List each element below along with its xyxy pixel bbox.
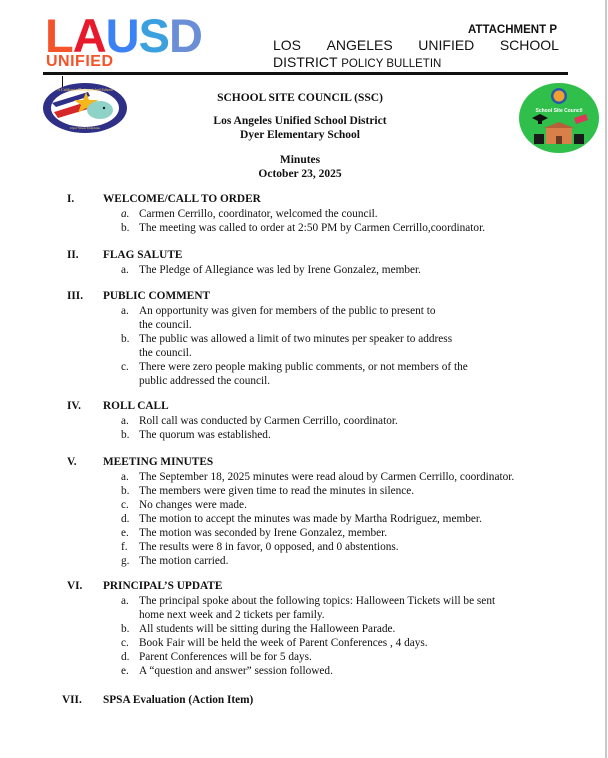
item-letter: b. (121, 623, 130, 635)
item-text: The principal spoke about the following topics: Halloween Tickets will be sent (139, 595, 496, 607)
section-title: MEETING MINUTES (103, 456, 214, 468)
item-text-continued: home next week and 2 tickets per family. (139, 609, 325, 621)
list-item (0, 526, 600, 540)
council-title: SCHOOL SITE COUNCIL (SSC) (217, 92, 383, 104)
list-item (0, 360, 600, 388)
document-type: Minutes (279, 154, 321, 166)
item-text: There were zero people making public comments, or not members of the (139, 361, 468, 373)
item-text-continued: public addressed the council. (139, 375, 271, 387)
item-text: Book Fair will be held the week of Parent Conferences , 4 days. (139, 637, 428, 649)
bulletin-heading-line2 (273, 54, 441, 70)
list-item (0, 636, 600, 650)
bulletin-word: ANGELES (326, 37, 393, 53)
item-text: The motion was seconded by Irene Gonzalez, member. (139, 527, 388, 539)
list-item (0, 414, 600, 428)
list-item (0, 263, 600, 277)
section-title: ROLL CALL (103, 400, 169, 412)
district-name: Los Angeles Unified School District (213, 115, 387, 127)
item-text: The public was allowed a limit of two minutes per speaker to address (139, 333, 453, 345)
item-text: The September 18, 2025 minutes were read aloud by Carmen Cerrillo, coordinator. (139, 471, 515, 483)
section-number: I. (67, 193, 75, 205)
section-number: V. (67, 456, 77, 468)
section-heading (0, 249, 600, 263)
item-letter: c. (121, 499, 129, 511)
item-text: The quorum was established. (139, 429, 271, 441)
section-heading (0, 456, 600, 470)
seal-top-text: A California Distinguished School (57, 87, 113, 92)
item-text: The motion to accept the minutes was made by Martha Rodriguez, member. (139, 513, 482, 525)
item-text: The motion carried. (139, 555, 229, 567)
list-item (0, 221, 600, 235)
section-heading (0, 290, 600, 304)
section-number: IV. (67, 400, 81, 412)
section-heading (0, 193, 600, 207)
bulletin-policy: POLICY BULLETIN (341, 58, 442, 70)
item-text: All students will be sitting during the Halloween Parade. (139, 623, 396, 635)
list-item (0, 332, 600, 360)
item-text: The Pledge of Allegiance was led by Irene Gonzalez, member. (139, 264, 421, 276)
item-letter: g. (121, 555, 130, 567)
logo-letter-u: U (105, 9, 139, 62)
section-heading (0, 400, 600, 414)
distinguished-school-seal (42, 82, 128, 134)
bulletin-word: LOS (273, 37, 302, 53)
section-number: VII. (62, 694, 82, 706)
item-text: Parent Conferences will be for 5 days. (139, 651, 312, 663)
item-letter: e. (121, 665, 129, 677)
item-text: The results were 8 in favor, 0 opposed, and 0 abstentions. (139, 541, 399, 553)
section-number: II. (67, 249, 79, 261)
section-principals-update (0, 580, 600, 678)
section-flag-salute (0, 249, 600, 277)
item-letter: b. (121, 333, 130, 345)
section-public-comment (0, 290, 600, 388)
section-welcome (0, 193, 600, 235)
section-title: PRINCIPAL’S UPDATE (103, 580, 223, 592)
bulletin-word: UNIFIED (418, 37, 475, 53)
attachment-label: ATTACHMENT P (467, 24, 557, 36)
list-item (0, 304, 600, 332)
lausd-logo (45, 9, 225, 72)
header-divider (43, 72, 568, 75)
section-title: PUBLIC COMMENT (103, 290, 211, 302)
item-letter: c. (121, 361, 129, 373)
section-roll-call (0, 400, 600, 442)
section-number: VI. (67, 580, 83, 592)
item-text-continued: the council. (139, 319, 192, 331)
item-letter: b. (121, 222, 130, 234)
list-item (0, 428, 600, 442)
list-item (0, 540, 600, 554)
section-title: SPSA Evaluation (Action Item) (103, 694, 254, 706)
bulletin-word: SCHOOL (499, 37, 559, 53)
bulletin-district: DISTRICT (273, 54, 338, 70)
meeting-date: October 23, 2025 (258, 168, 342, 180)
logo-letter-a: A (72, 9, 106, 62)
item-text-continued: the council. (139, 347, 192, 359)
bulletin-heading-line1 (273, 37, 559, 53)
list-item (0, 650, 600, 664)
item-letter: b. (121, 485, 130, 497)
list-item (0, 470, 600, 484)
item-text: No changes were made. (139, 499, 247, 511)
list-item (0, 207, 600, 221)
item-letter: a. (121, 208, 130, 220)
item-letter: a. (121, 471, 129, 483)
item-text: Roll call was conducted by Carmen Cerrillo, coordinator. (139, 415, 398, 427)
section-spsa-evaluation (0, 694, 600, 708)
list-item (0, 512, 600, 526)
seal-bottom-text: Dyer Street Dolphins (70, 126, 100, 130)
school-name: Dyer Elementary School (240, 129, 360, 141)
section-heading (0, 694, 600, 708)
item-text: The members were given time to read the minutes in silence. (139, 485, 415, 497)
item-letter: a. (121, 305, 129, 317)
item-letter: f. (121, 541, 128, 553)
section-title: WELCOME/CALL TO ORDER (103, 193, 261, 205)
item-letter: a. (121, 264, 129, 276)
section-meeting-minutes (0, 456, 600, 568)
item-text: A “question and answer” session followed. (139, 665, 333, 677)
logo-letter-d: D (168, 9, 202, 62)
item-text: Carmen Cerrillo, coordinator, welcomed the council. (139, 208, 378, 220)
seal-council-text: School Site Council (535, 108, 583, 114)
logo-letter-s: S (138, 9, 169, 62)
item-text: The meeting was called to order at 2:50 PM by Carmen Cerrillo,coordinator. (139, 222, 486, 234)
item-text: An opportunity was given for members of the public to present to (139, 305, 436, 317)
section-number: III. (67, 290, 84, 302)
item-letter: b. (121, 429, 130, 441)
item-letter: d. (121, 651, 130, 663)
section-heading (0, 580, 600, 594)
item-letter: a. (121, 595, 129, 607)
list-item (0, 498, 600, 512)
logo-letter-l: L (45, 9, 73, 62)
item-letter: c. (121, 637, 129, 649)
list-item (0, 664, 600, 678)
list-item (0, 484, 600, 498)
item-letter: d. (121, 513, 130, 525)
list-item (0, 594, 600, 622)
item-letter: a. (121, 415, 129, 427)
section-title: FLAG SALUTE (103, 249, 183, 261)
logo-unified: UNIFIED (46, 53, 114, 70)
list-item (0, 554, 600, 568)
item-letter: e. (121, 527, 129, 539)
list-item (0, 622, 600, 636)
school-site-council-seal (518, 82, 600, 154)
